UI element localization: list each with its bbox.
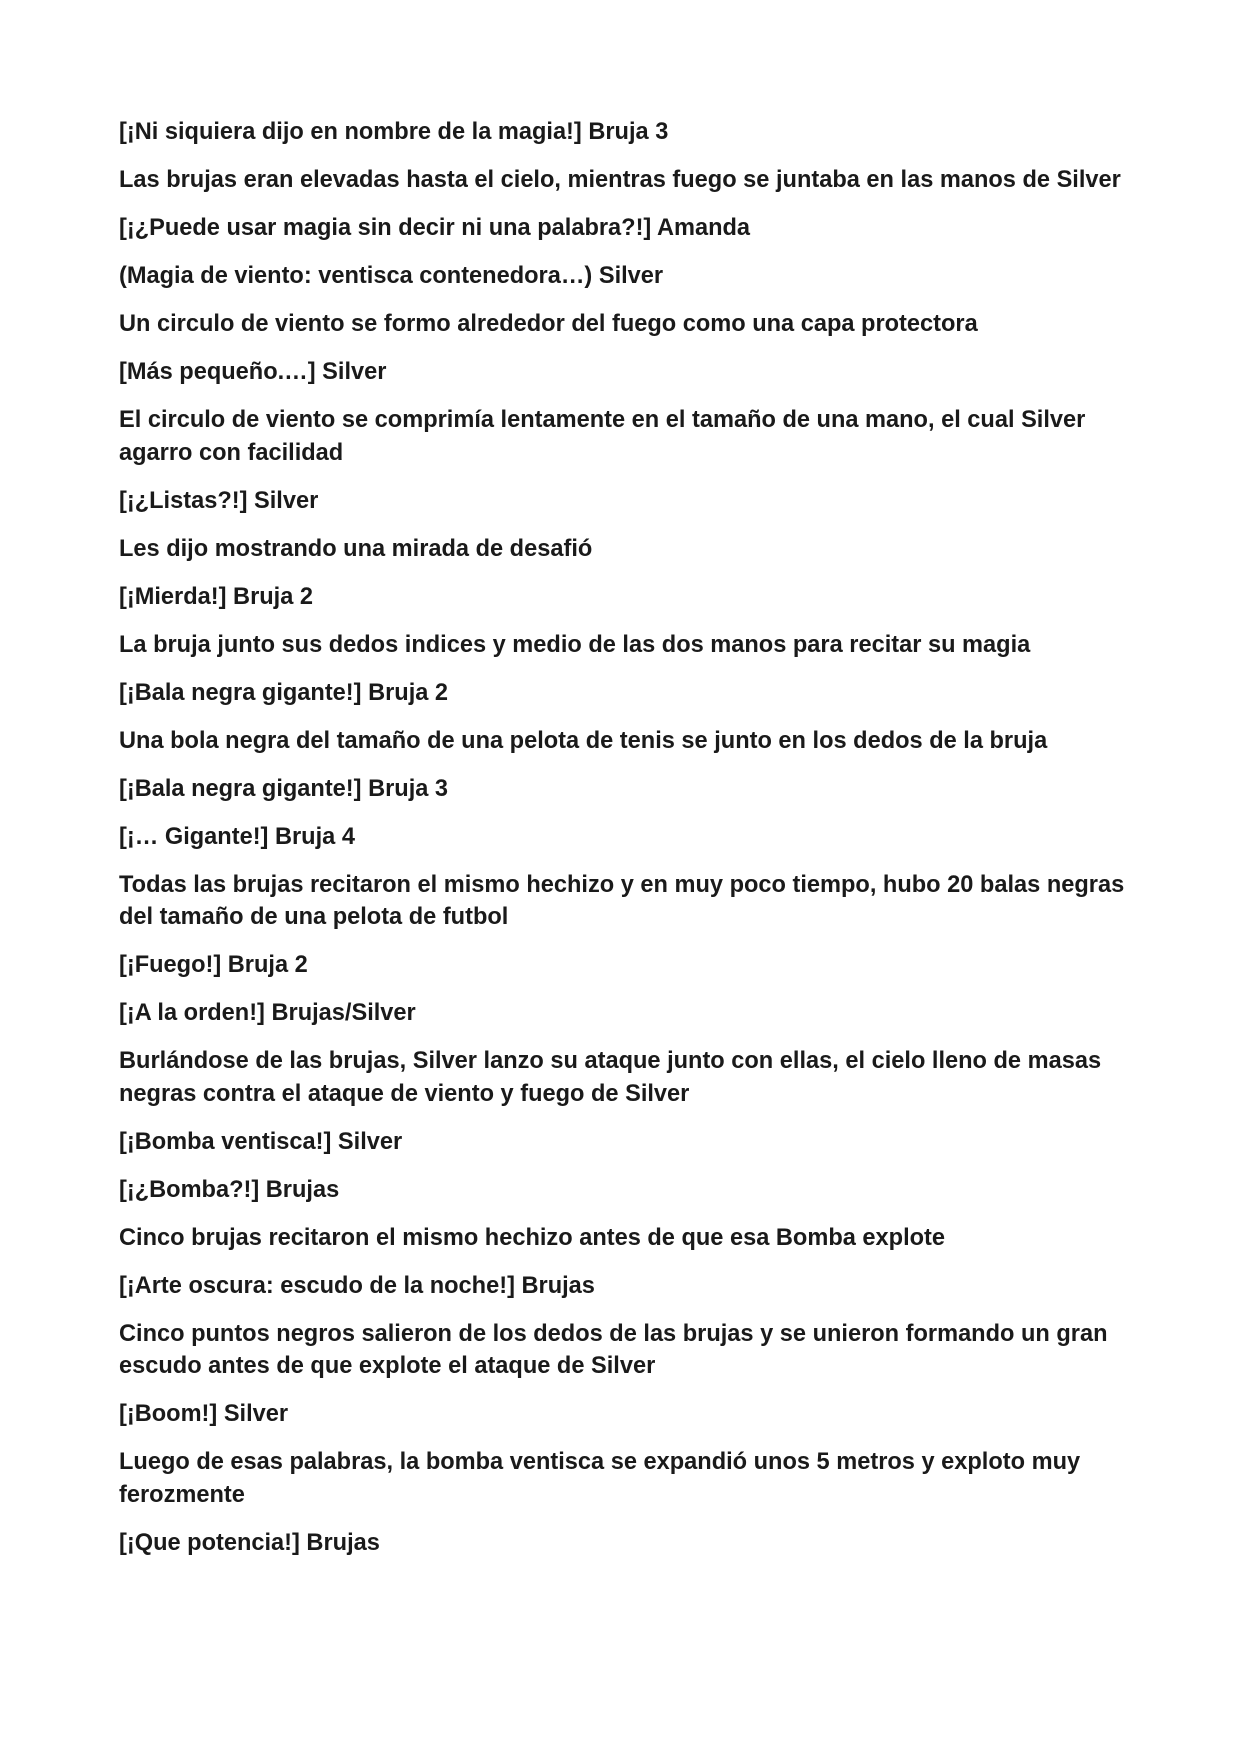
paragraph-25: [¡Boom!] Silver xyxy=(119,1401,289,1427)
paragraph-8: [¡¿Listas?!] Silver xyxy=(119,487,319,514)
paragraph-13: Una bola negra del tamaño de una pelota de tenis se junto en los dedos de la bruja xyxy=(119,727,1048,754)
paragraph-19: Burlándose de las brujas, Silver lanzo su ataque junto con ellas, el cielo lleno de masas negras contra el ataque de viento y fuego de Silver xyxy=(119,1048,1102,1107)
paragraph-17: [¡Fuego!] Bruja 2 xyxy=(119,952,308,978)
paragraph-16: Todas las brujas recitaron el mismo hechizo y en muy poco tiempo, hubo 20 balas negras del tamaño de una pelota de futbol xyxy=(119,871,1125,930)
paragraph-6: [Más pequeño.…] Silver xyxy=(119,359,387,385)
paragraph-1: [¡Ni siquiera dijo en nombre de la magia!] Bruja 3 xyxy=(119,119,669,145)
paragraph-15: [¡… Gigante!] Bruja 4 xyxy=(119,823,355,850)
paragraph-2: Las brujas eran elevadas hasta el cielo, mientras fuego se juntaba en las manos de Silver xyxy=(119,167,1121,193)
paragraph-23: [¡Arte oscura: escudo de la noche!] Brujas xyxy=(119,1272,595,1299)
paragraph-5: Un circulo de viento se formo alrededor del fuego como una capa protectora xyxy=(119,311,978,337)
paragraph-9: Les dijo mostrando una mirada de desafió xyxy=(119,535,593,562)
paragraph-26: Luego de esas palabras, la bomba ventisca se expandió unos 5 metros y exploto muy ferozmente xyxy=(119,1449,1081,1508)
paragraph-27: [¡Que potencia!] Brujas xyxy=(119,1529,380,1556)
paragraph-4: (Magia de viento: ventisca contenedora…) Silver xyxy=(119,263,664,289)
paragraph-18: [¡A la orden!] Brujas/Silver xyxy=(119,1000,416,1026)
paragraph-3: [¡¿Puede usar magia sin decir ni una palabra?!] Amanda xyxy=(119,215,751,241)
paragraph-14: [¡Bala negra gigante!] Bruja 3 xyxy=(119,775,449,802)
paragraph-21: [¡¿Bomba?!] Brujas xyxy=(119,1176,340,1203)
paragraph-11: La bruja junto sus dedos indices y medio de las dos manos para recitar su magia xyxy=(119,631,1031,658)
paragraph-24: Cinco puntos negros salieron de los dedos de las brujas y se unieron formando un gran escudo antes de que explote el ataque de Silver xyxy=(119,1320,1108,1379)
document-body xyxy=(119,116,1129,1575)
paragraph-22: Cinco brujas recitaron el mismo hechizo antes de que esa Bomba explote xyxy=(119,1224,946,1251)
paragraph-7: El circulo de viento se comprimía lentamente en el tamaño de una mano, el cual Silver agarro con facilidad xyxy=(119,407,1086,466)
paragraph-12: [¡Bala negra gigante!] Bruja 2 xyxy=(119,679,449,706)
paragraph-10: [¡Mierda!] Bruja 2 xyxy=(119,583,314,610)
paragraph-20: [¡Bomba ventisca!] Silver xyxy=(119,1128,403,1155)
